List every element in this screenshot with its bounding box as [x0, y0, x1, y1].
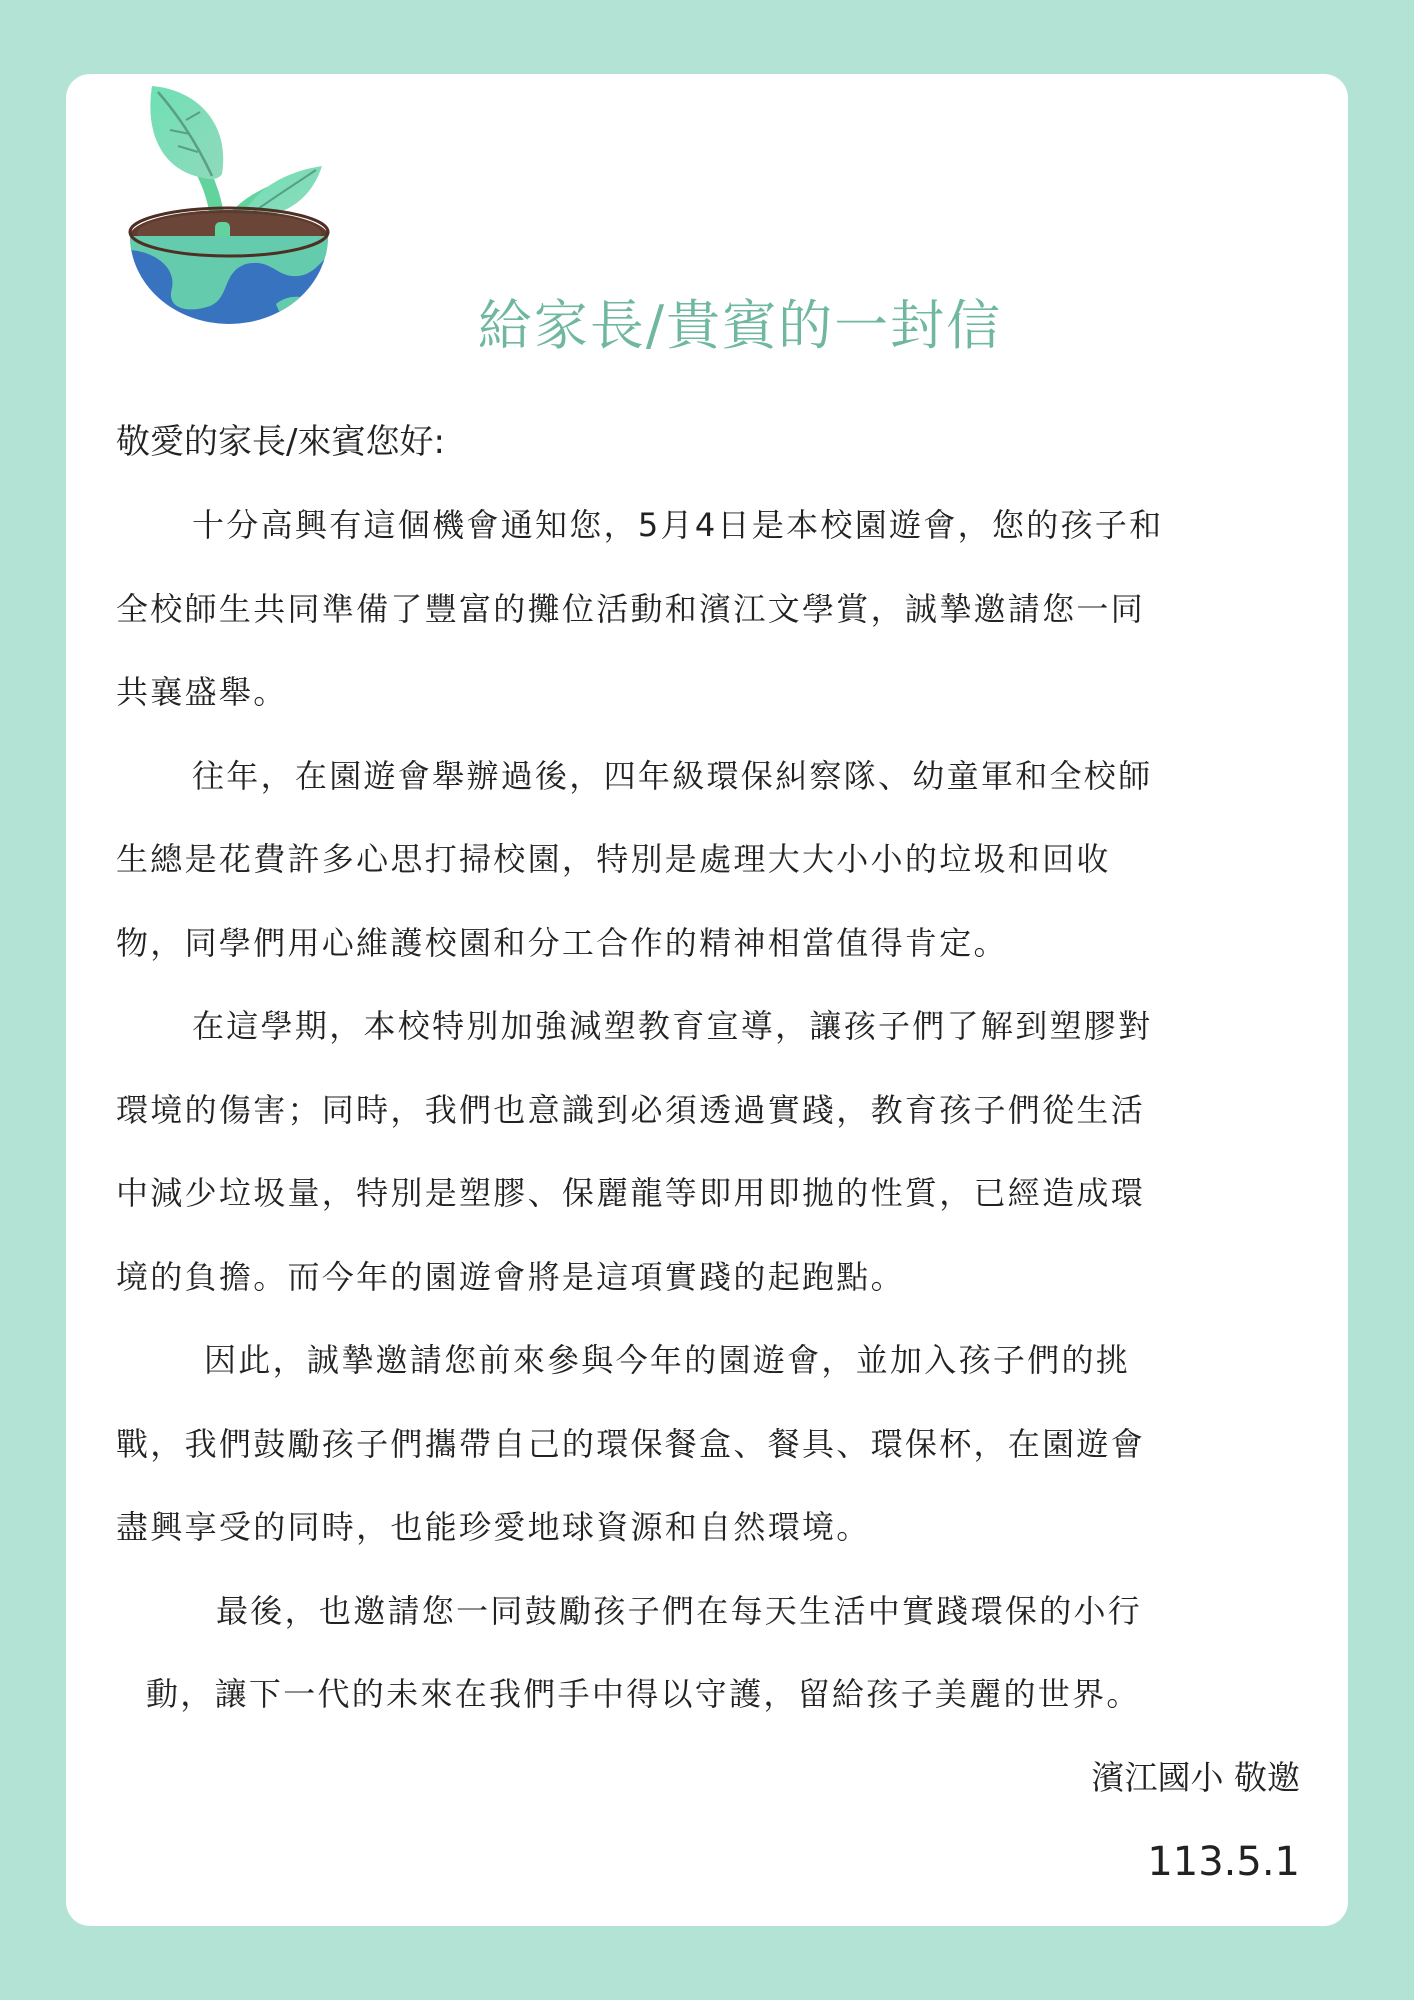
paragraph-line: 盡興享受的同時，也能珍愛地球資源和自然環境。	[116, 1508, 871, 1546]
sprout-globe-pot-icon	[126, 82, 332, 344]
paragraph-4	[116, 1319, 1300, 1570]
greeting: 敬愛的家長/來賓您好:	[116, 422, 445, 462]
letter-body	[116, 400, 1300, 1737]
signature: 濱江國小 敬邀	[1091, 1758, 1300, 1797]
paragraph-line: 戰，我們鼓勵孩子們攜帶自己的環保餐盒、餐具、環保杯，在園遊會	[116, 1424, 1146, 1463]
paragraph-line: 十分高興有這個機會通知您，5月4日是本校園遊會，您的孩子和	[192, 506, 1164, 544]
paragraph-5	[116, 1570, 1300, 1737]
paragraph-2	[116, 735, 1300, 986]
paragraph-line: 生總是花費許多心思打掃校園，特別是處理大大小小的垃圾和回收	[116, 840, 1111, 878]
paragraph-line: 物，同學們用心維護校園和分工合作的精神相當值得肯定。	[116, 923, 1008, 962]
paragraph-line: 全校師生共同準備了豐富的攤位活動和濱江文學賞，誠摯邀請您一同	[116, 589, 1146, 628]
paragraph-line: 因此，誠摯邀請您前來參與今年的園遊會，並加入孩子們的挑	[204, 1341, 1131, 1379]
paragraph-3	[116, 985, 1300, 1319]
paragraph-line: 共襄盛舉。	[116, 673, 288, 711]
paragraph-1	[116, 484, 1300, 735]
paragraph-line: 在這學期，本校特別加強減塑教育宣導，讓孩子們了解到塑膠對	[192, 1007, 1153, 1045]
paragraph-line: 境的負擔。而今年的園遊會將是這項實踐的起跑點。	[116, 1257, 905, 1296]
paragraph-line: 往年，在園遊會舉辦過後，四年級環保糾察隊、幼童軍和全校師	[192, 756, 1153, 795]
paragraph-line: 環境的傷害；同時，我們也意識到必須透過實踐，教育孩子們從生活	[116, 1090, 1146, 1129]
letter-title: 給家長/貴賓的一封信	[477, 294, 1003, 357]
paragraph-line: 中減少垃圾量，特別是塑膠、保麗龍等即用即拋的性質，已經造成環	[116, 1174, 1146, 1212]
paragraph-line: 動，讓下一代的未來在我們手中得以守護，留給孩子美麗的世界。	[146, 1675, 1141, 1713]
paragraph-line: 最後，也邀請您一同鼓勵孩子們在每天生活中實踐環保的小行	[216, 1591, 1143, 1630]
letter-date: 113.5.1	[1147, 1839, 1300, 1885]
